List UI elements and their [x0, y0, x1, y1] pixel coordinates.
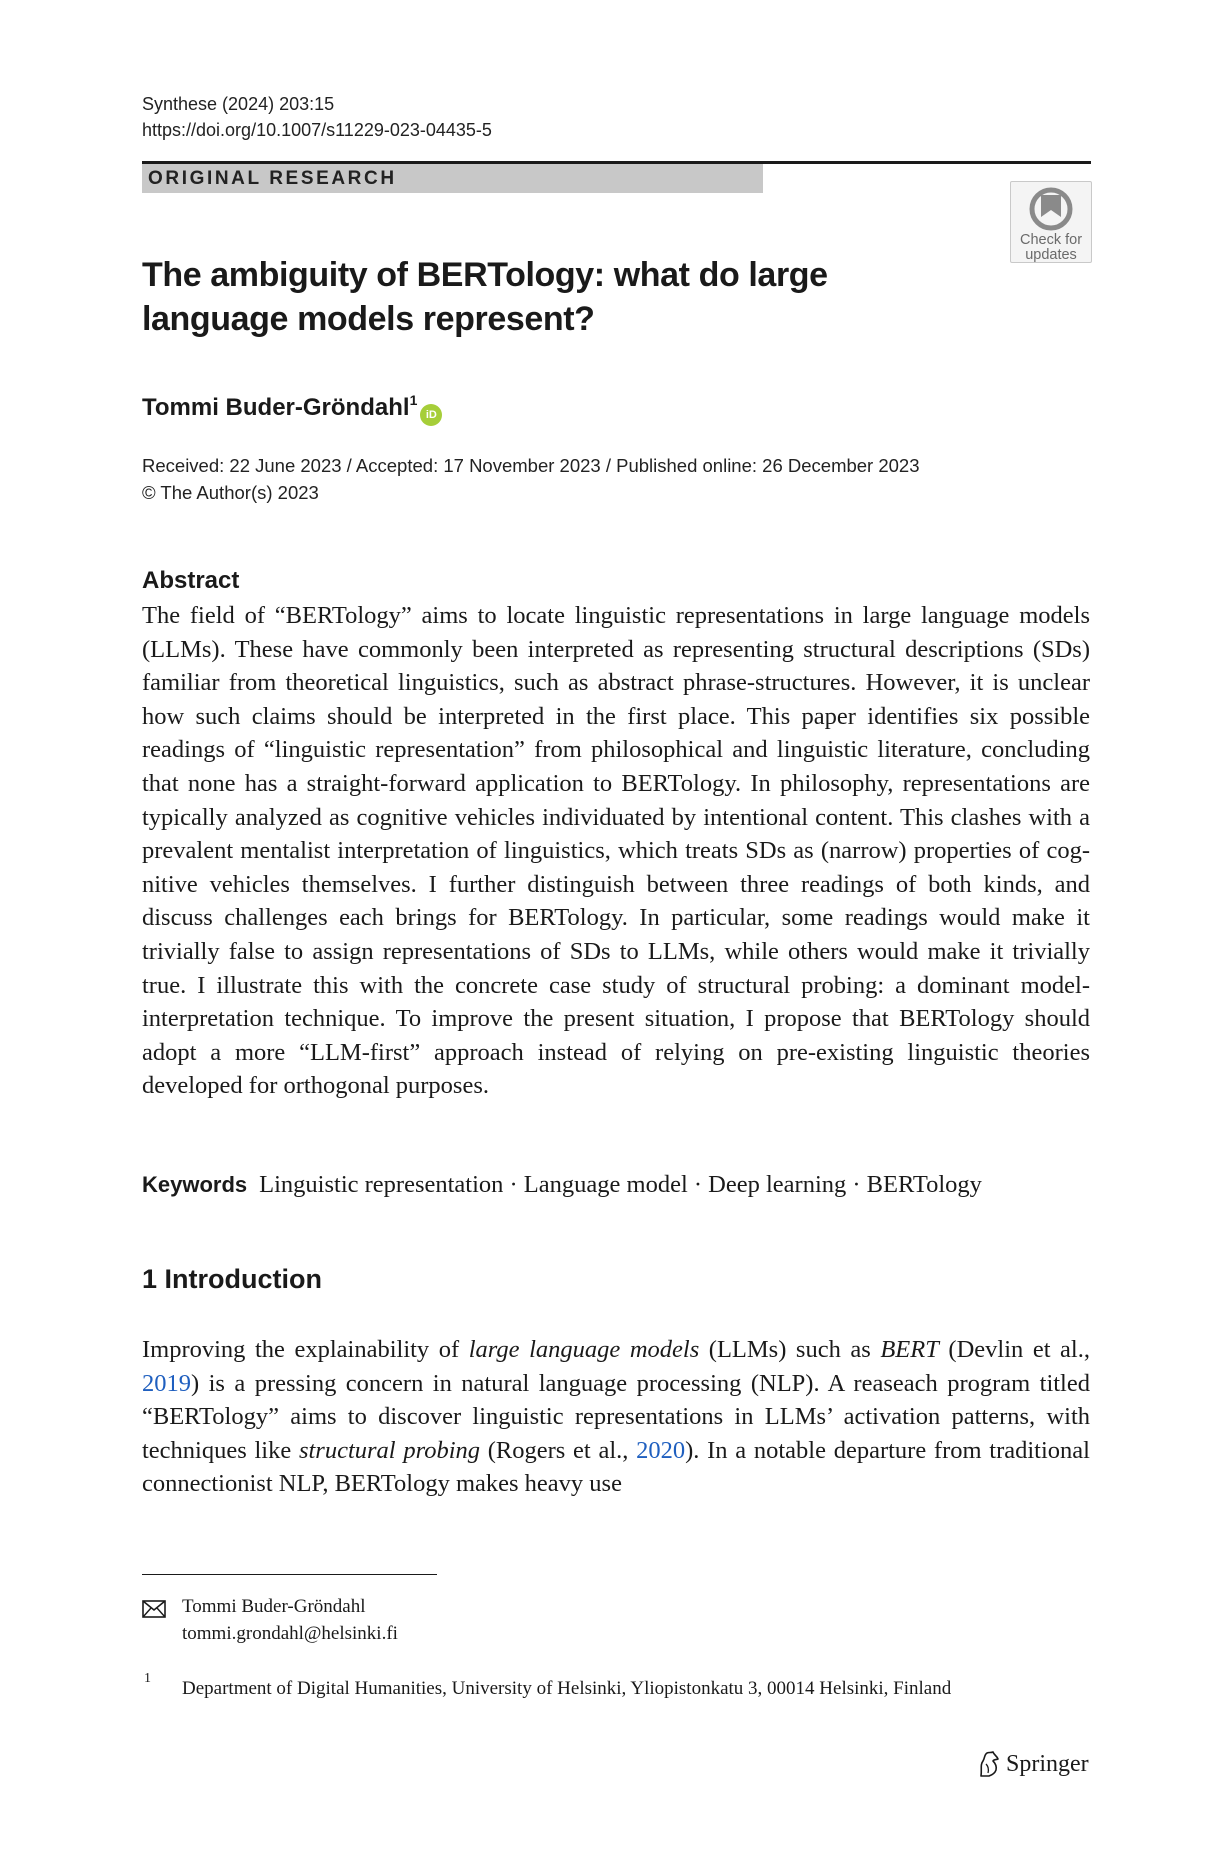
check-for-updates-button[interactable]: [1010, 181, 1092, 263]
affiliation-text: Department of Digital Humanities, University of Helsinki, Yliopistonkatu 3, 00014 Helsinki, Finland: [182, 1678, 952, 1699]
keywords-label: Keywords: [142, 1172, 248, 1197]
keywords-list: Linguistic representation · Language model · Deep learning · BERTology: [259, 1171, 982, 1198]
orcid-icon[interactable]: iD: [420, 404, 442, 426]
intro-text: ). In a notable departure from traditional connectionist NLP, BERTology makes heavy use: [142, 1436, 1090, 1498]
check-updates-icon: [1027, 187, 1075, 231]
springer-horse-icon: [976, 1750, 1002, 1778]
intro-text: ) is a pressing concern in natural language processing (NLP). A reaseach program titled “BERTology” aims to discover linguistic representations in LLMs’ activation patterns, with techniques like: [142, 1369, 1090, 1464]
intro-text: (LLMs) such as: [699, 1336, 881, 1363]
author-line: [142, 384, 442, 426]
corresponding-author-email[interactable]: tommi.grondahl@helsinki.fi: [182, 1623, 398, 1644]
introduction-paragraph: [142, 1333, 1090, 1501]
intro-text: Improving the explainability of: [142, 1336, 469, 1363]
section-label: ORIGINAL RESEARCH: [148, 168, 397, 189]
keywords-line: [142, 1168, 1102, 1202]
abstract-heading: Abstract: [142, 567, 240, 594]
check-updates-label: Check for updates: [1019, 232, 1083, 263]
corresponding-author-name: Tommi Buder-Gröndahl: [182, 1596, 366, 1617]
intro-emphasis: BERT: [880, 1336, 939, 1363]
article-title: The ambiguity of BERTology: what do large language models represent?: [142, 256, 828, 338]
citation-link-rogers[interactable]: 2020: [636, 1436, 686, 1464]
author-affiliation-mark[interactable]: 1: [409, 392, 418, 408]
journal-citation: Synthese (2024) 203:15: [142, 94, 335, 114]
abstract-text: The field of “BERTology” aims to locate linguistic representations in large language models (LLMs). These have commonly been interpreted as representing structural descriptions (SDs) familiar from theoretical linguistics, such as abstract phrase-structures. However, it is unclear how such claims should be interpreted in the first place. This paper identifies six possible readings of “linguistic representation” from philosophical and linguistic literature, concluding that none has a straight-forward application to BERTology. In philosophy, representations are typically analyzed as cognitive vehicles individuated by intentional content. This clashes with a prevalent mentalist interpretation of linguistics, which treats SDs as (narrow) properties of cognitive vehicles themselves. I further distinguish between three readings of both kinds, and discuss challenges each brings for BERTology. In particular, some readings would make it trivially false to assign representations of SDs to LLMs, while others would make it trivially true. I illustrate this with the concrete case study of structural probing: a dominant model-interpretation technique. To improve the present situation, I propose that BERTology should adopt a more “LLM-first” approach instead of relying on pre-existing linguistic theories developed for orthogonal purposes.: [142, 602, 1090, 1100]
affiliation-number: 1: [144, 1671, 151, 1686]
intro-text: (Rogers et al.,: [480, 1436, 637, 1464]
author-name[interactable]: Tommi Buder-Gröndahl: [142, 394, 410, 421]
doi-link[interactable]: https://doi.org/10.1007/s11229-023-04435-5: [142, 120, 492, 140]
intro-text: (Devlin et al.,: [938, 1336, 1090, 1363]
envelope-icon: [142, 1600, 166, 1618]
citation-link-devlin[interactable]: 2019: [142, 1369, 191, 1397]
footnote-rule: [142, 1574, 437, 1575]
intro-emphasis: large language models: [468, 1336, 700, 1363]
intro-emphasis: structural probing: [298, 1436, 481, 1464]
publication-dates: Received: 22 June 2023 / Accepted: 17 November 2023 / Published online: 26 December 2023: [142, 455, 920, 476]
copyright-notice: © The Author(s) 2023: [142, 482, 319, 503]
introduction-heading: 1 Introduction: [142, 1264, 322, 1294]
publisher-name: Springer: [1006, 1751, 1089, 1777]
